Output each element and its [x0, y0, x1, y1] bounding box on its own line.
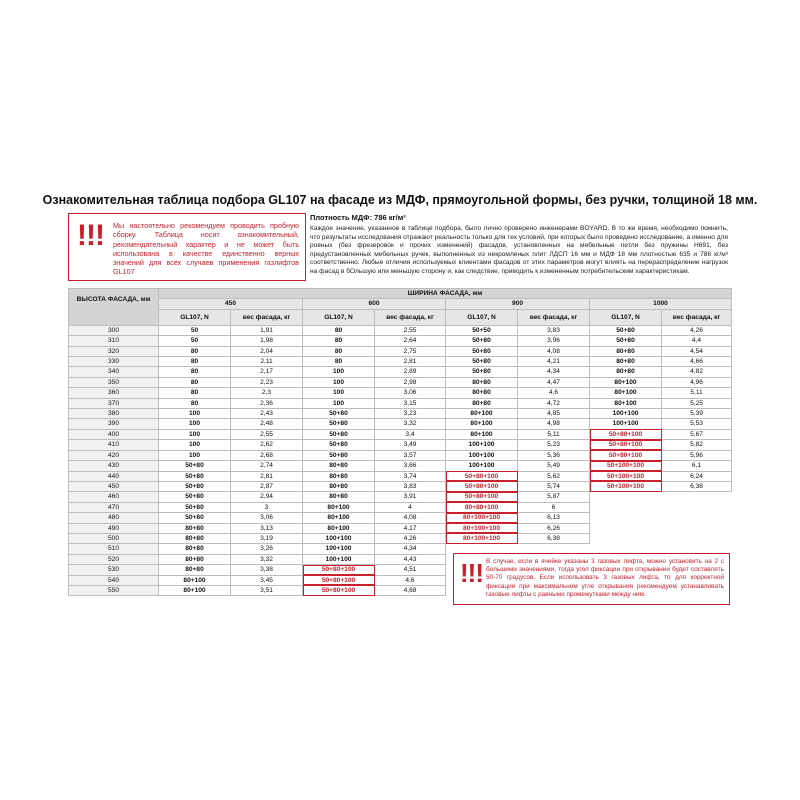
width-1000-header: 1000: [590, 299, 732, 309]
warning-box-top: [68, 213, 306, 281]
table-row: [69, 336, 732, 346]
facade-weight-cell: 2,55: [231, 429, 303, 439]
subheader-gl107-n: GL107, N: [446, 309, 518, 325]
facade-weight-cell: 2,3: [231, 388, 303, 398]
gaslift-force-cell: 50+80: [590, 336, 662, 346]
facade-weight-cell: 4: [375, 502, 446, 512]
facade-weight-cell: 5,67: [662, 429, 732, 439]
empty-cell: [590, 533, 732, 543]
gaslift-force-cell: 50+80+100: [446, 481, 518, 491]
table-row: [69, 450, 732, 460]
gaslift-force-cell: 80: [303, 346, 375, 356]
facade-weight-cell: 4,34: [375, 544, 446, 554]
row-height-label: 460: [69, 492, 159, 502]
facade-weight-cell: 6,26: [518, 523, 590, 533]
table-row: [69, 388, 732, 398]
gaslift-force-cell: 80+80: [159, 554, 231, 564]
facade-weight-cell: 4,08: [375, 513, 446, 523]
warning-exclamation-icon: !!!: [460, 558, 483, 588]
row-height-label: 440: [69, 471, 159, 481]
facade-weight-cell: 3,45: [231, 575, 303, 585]
gaslift-force-cell: 80+80: [159, 523, 231, 533]
row-height-label: 300: [69, 325, 159, 335]
table-row: [69, 481, 732, 491]
facade-weight-cell: 4,85: [518, 409, 590, 419]
gaslift-force-cell: 100+100: [446, 450, 518, 460]
facade-weight-cell: 4,08: [518, 346, 590, 356]
gaslift-force-cell: 50+80: [159, 502, 231, 512]
facade-weight-cell: 3,06: [375, 388, 446, 398]
gaslift-force-cell: 50+80: [303, 409, 375, 419]
facade-weight-cell: 2,64: [375, 336, 446, 346]
facade-weight-cell: 4,51: [375, 565, 446, 575]
width-600-header: 600: [303, 299, 446, 309]
gaslift-force-cell: 80+80: [303, 492, 375, 502]
gaslift-force-cell: 80+80: [446, 398, 518, 408]
facade-weight-cell: 2,81: [375, 357, 446, 367]
height-header: ВЫСОТА ФАСАДА, мм: [69, 289, 159, 326]
facade-weight-cell: 2,68: [231, 450, 303, 460]
description-text: Каждое значение, указанное в таблице подбора, было лично проверено инженерами BOYARD. В то же время, необходимо помнить, что результаты исследования отражают реальность только для тех условий, при которых было проведено исследование, а именно для ровных (без фрезеровок и прочих изменений) фасадов, установленных на мебельные петли без пружины H691, без предустановленных мебельных ручек, выполненных из некромленых плит ЛДСП 16 мм и МДФ 18 мм плотностью 635 и 786 кг/м³ соответственно. Любые отличия используемых клиентами фасадов от этих параметров могут влиять на перераспределение нагрузок на фасад в бОльшую или меньшую сторону и, как следствие, приводить к измененным потребительским характеристикам.: [310, 225, 728, 275]
table-row: [69, 398, 732, 408]
facade-weight-cell: 4,43: [375, 554, 446, 564]
gaslift-force-cell: 80: [303, 325, 375, 335]
gaslift-force-cell: 80+100: [590, 388, 662, 398]
gaslift-force-cell: 50+80+100: [303, 585, 375, 595]
subheader-facade-weight: вес фасада, кг: [231, 309, 303, 325]
facade-weight-cell: 2,98: [375, 377, 446, 387]
gaslift-force-cell: 80+100: [446, 419, 518, 429]
facade-weight-cell: 3,96: [518, 336, 590, 346]
table-row: [69, 502, 732, 512]
facade-weight-cell: 4,26: [662, 325, 732, 335]
facade-weight-cell: 3,57: [375, 450, 446, 460]
row-height-label: 490: [69, 523, 159, 533]
gaslift-force-cell: 50+80: [159, 492, 231, 502]
facade-weight-cell: 4,98: [518, 419, 590, 429]
table-row: [69, 325, 732, 335]
gaslift-force-cell: 50+80: [159, 481, 231, 491]
row-height-label: 540: [69, 575, 159, 585]
facade-weight-cell: 4,47: [518, 377, 590, 387]
row-height-label: 400: [69, 429, 159, 439]
gaslift-force-cell: 100+100: [446, 461, 518, 471]
table-row: [69, 409, 732, 419]
facade-weight-cell: 3,38: [231, 565, 303, 575]
gaslift-force-cell: 50+80+100: [446, 492, 518, 502]
facade-weight-cell: 2,23: [231, 377, 303, 387]
facade-weight-cell: 6: [518, 502, 590, 512]
row-height-label: 480: [69, 513, 159, 523]
table-row: [69, 357, 732, 367]
facade-weight-cell: 5,82: [662, 440, 732, 450]
gaslift-force-cell: 80+100: [303, 513, 375, 523]
gaslift-force-cell: 50+80+100: [590, 429, 662, 439]
facade-weight-cell: 4,21: [518, 357, 590, 367]
gaslift-force-cell: 100: [159, 450, 231, 460]
facade-weight-cell: 5,11: [662, 388, 732, 398]
facade-weight-cell: 4,96: [662, 377, 732, 387]
selection-table: [68, 288, 732, 596]
gaslift-force-cell: 80+80: [303, 481, 375, 491]
gaslift-force-cell: 80+80: [446, 377, 518, 387]
gaslift-force-cell: 100: [303, 367, 375, 377]
empty-cell: [590, 523, 732, 533]
warning-top-text: Мы настоятельно рекомендуем проводить пробную сборку. Таблица носит ознакомительный, рекомендательный характер и не может быть использована в качестве единственно верных значений для всех случаев применения газлифтов GL107: [113, 221, 299, 277]
facade-weight-cell: 5,87: [518, 492, 590, 502]
facade-weight-cell: 5,49: [518, 461, 590, 471]
gaslift-force-cell: 80: [159, 398, 231, 408]
row-height-label: 360: [69, 388, 159, 398]
facade-weight-cell: 4,82: [662, 367, 732, 377]
subheader-gl107-n: GL107, N: [590, 309, 662, 325]
facade-weight-cell: 1,91: [231, 325, 303, 335]
facade-weight-cell: 3,51: [231, 585, 303, 595]
row-height-label: 370: [69, 398, 159, 408]
gaslift-force-cell: 50+80: [303, 440, 375, 450]
facade-weight-cell: 3,19: [231, 533, 303, 543]
gaslift-force-cell: 80+80: [159, 533, 231, 543]
gaslift-force-cell: 80+100: [590, 398, 662, 408]
gaslift-force-cell: 80+80: [159, 565, 231, 575]
row-height-label: 470: [69, 502, 159, 512]
table-row: [69, 440, 732, 450]
density-label: Плотность МДФ: 786 кг/м³: [310, 213, 406, 222]
gaslift-force-cell: 50+80: [303, 419, 375, 429]
facade-weight-cell: 3,83: [375, 481, 446, 491]
table-row: [69, 346, 732, 356]
gaslift-force-cell: 50: [159, 325, 231, 335]
gaslift-force-cell: 100: [303, 398, 375, 408]
gaslift-force-cell: 100: [303, 377, 375, 387]
row-height-label: 420: [69, 450, 159, 460]
facade-weight-cell: 5,53: [662, 419, 732, 429]
gaslift-force-cell: 80+100: [590, 377, 662, 387]
empty-cell: [590, 513, 732, 523]
gaslift-force-cell: 50+80: [159, 461, 231, 471]
gaslift-force-cell: 100: [303, 388, 375, 398]
gaslift-force-cell: 80+100+100: [446, 523, 518, 533]
facade-weight-cell: 2,74: [231, 461, 303, 471]
table-row: [69, 461, 732, 471]
gaslift-force-cell: 50: [159, 336, 231, 346]
facade-weight-cell: 6,1: [662, 461, 732, 471]
facade-weight-cell: 3,91: [375, 492, 446, 502]
facade-weight-cell: 2,75: [375, 346, 446, 356]
facade-weight-cell: 4,26: [375, 533, 446, 543]
gaslift-force-cell: 100: [159, 419, 231, 429]
table-row: [69, 513, 732, 523]
facade-weight-cell: 2,04: [231, 346, 303, 356]
gaslift-force-cell: 80+80: [590, 357, 662, 367]
gaslift-force-cell: 80+80: [446, 388, 518, 398]
gaslift-force-cell: 80+100: [446, 429, 518, 439]
facade-weight-cell: 3,83: [518, 325, 590, 335]
facade-weight-cell: 6,38: [518, 533, 590, 543]
gaslift-force-cell: 80: [159, 357, 231, 367]
gaslift-force-cell: 50+50: [446, 325, 518, 335]
width-header: ШИРИНА ФАСАДА, мм: [159, 289, 732, 299]
gaslift-force-cell: 100+100: [446, 440, 518, 450]
gaslift-force-cell: 100+100: [303, 533, 375, 543]
facade-weight-cell: 3,66: [375, 461, 446, 471]
page-title: Ознакомительная таблица подбора GL107 на фасаде из МДФ, прямоугольной формы, без ручки, толщиной 18 мм.: [42, 193, 758, 207]
gaslift-force-cell: 100+100: [590, 409, 662, 419]
row-height-label: 530: [69, 565, 159, 575]
warning-exclamation-icon: !!!: [77, 219, 104, 252]
facade-weight-cell: 5,23: [518, 440, 590, 450]
gaslift-force-cell: 50+80: [303, 450, 375, 460]
facade-weight-cell: 2,11: [231, 357, 303, 367]
row-height-label: 430: [69, 461, 159, 471]
gaslift-force-cell: 50+80+100: [590, 450, 662, 460]
table-row: [69, 523, 732, 533]
facade-weight-cell: 2,87: [231, 481, 303, 491]
gaslift-force-cell: 80+100+100: [446, 533, 518, 543]
row-height-label: 510: [69, 544, 159, 554]
table-row: [69, 533, 732, 543]
gaslift-force-cell: 100: [159, 429, 231, 439]
gaslift-force-cell: 80+80+100: [446, 502, 518, 512]
subheader-gl107-n: GL107, N: [159, 309, 231, 325]
gaslift-force-cell: 80+100+100: [446, 513, 518, 523]
row-height-label: 330: [69, 357, 159, 367]
gaslift-force-cell: 80: [159, 377, 231, 387]
facade-weight-cell: 2,81: [231, 471, 303, 481]
table-row: [69, 419, 732, 429]
facade-weight-cell: 5,25: [662, 398, 732, 408]
gaslift-force-cell: 80+100: [303, 502, 375, 512]
facade-weight-cell: 6,38: [662, 481, 732, 491]
gaslift-force-cell: 50+80+100: [590, 440, 662, 450]
facade-weight-cell: 5,62: [518, 471, 590, 481]
facade-weight-cell: 6,13: [518, 513, 590, 523]
table-row: [69, 377, 732, 387]
row-height-label: 340: [69, 367, 159, 377]
gaslift-force-cell: 100+100: [303, 554, 375, 564]
gaslift-force-cell: 80+100: [303, 523, 375, 533]
facade-weight-cell: 5,74: [518, 481, 590, 491]
gaslift-force-cell: 50+80: [446, 357, 518, 367]
facade-weight-cell: 2,48: [231, 419, 303, 429]
subheader-facade-weight: вес фасада, кг: [375, 309, 446, 325]
row-height-label: 410: [69, 440, 159, 450]
facade-weight-cell: 4,6: [375, 575, 446, 585]
gaslift-force-cell: 80+100: [446, 409, 518, 419]
gaslift-force-cell: 50+80: [159, 471, 231, 481]
facade-weight-cell: 5,11: [518, 429, 590, 439]
facade-weight-cell: 2,17: [231, 367, 303, 377]
facade-weight-cell: 3,13: [231, 523, 303, 533]
facade-weight-cell: 3,32: [375, 419, 446, 429]
gaslift-force-cell: 50+80+100: [303, 565, 375, 575]
facade-weight-cell: 4,68: [375, 585, 446, 595]
facade-weight-cell: 3: [231, 502, 303, 512]
subheader-facade-weight: вес фасада, кг: [518, 309, 590, 325]
gaslift-force-cell: 50+80+100: [303, 575, 375, 585]
facade-weight-cell: 2,94: [231, 492, 303, 502]
gaslift-force-cell: 50+80: [159, 513, 231, 523]
facade-weight-cell: 3,15: [375, 398, 446, 408]
facade-weight-cell: 4,4: [662, 336, 732, 346]
gaslift-force-cell: 80+80: [303, 461, 375, 471]
row-height-label: 310: [69, 336, 159, 346]
facade-weight-cell: 3,06: [231, 513, 303, 523]
gaslift-force-cell: 80+100: [159, 575, 231, 585]
warning-box-bottom: [453, 553, 730, 605]
facade-weight-cell: 3,49: [375, 440, 446, 450]
facade-weight-cell: 5,39: [662, 409, 732, 419]
empty-cell: [590, 492, 732, 502]
facade-weight-cell: 3,32: [231, 554, 303, 564]
gaslift-force-cell: 80+100: [159, 585, 231, 595]
facade-weight-cell: 5,36: [518, 450, 590, 460]
gaslift-force-cell: 50+80: [446, 367, 518, 377]
row-height-label: 380: [69, 409, 159, 419]
gaslift-force-cell: 50+80: [446, 336, 518, 346]
table-row: [69, 492, 732, 502]
facade-weight-cell: 5,96: [662, 450, 732, 460]
gaslift-force-cell: 50+80: [590, 325, 662, 335]
gaslift-force-cell: 80: [303, 357, 375, 367]
gaslift-force-cell: 80: [159, 388, 231, 398]
subheader-gl107-n: GL107, N: [303, 309, 375, 325]
facade-weight-cell: 3,23: [375, 409, 446, 419]
gaslift-force-cell: 80+80: [159, 544, 231, 554]
row-height-label: 450: [69, 481, 159, 491]
table-row: [69, 471, 732, 481]
gaslift-force-cell: 100+100: [303, 544, 375, 554]
row-height-label: 350: [69, 377, 159, 387]
table-row: [69, 367, 732, 377]
gaslift-force-cell: 100+100: [590, 419, 662, 429]
facade-weight-cell: 4,34: [518, 367, 590, 377]
row-height-label: 520: [69, 554, 159, 564]
subheader-facade-weight: вес фасада, кг: [662, 309, 732, 325]
facade-weight-cell: 3,26: [231, 544, 303, 554]
facade-weight-cell: 4,17: [375, 523, 446, 533]
facade-weight-cell: 1,98: [231, 336, 303, 346]
facade-weight-cell: 2,62: [231, 440, 303, 450]
width-450-header: 450: [159, 299, 303, 309]
row-height-label: 390: [69, 419, 159, 429]
width-900-header: 900: [446, 299, 590, 309]
warning-bottom-text: В случае, если в ячейке указаны 3 газовых лифта, можно установить на 2 с большими значениями, тогда угол фиксации при открывании будет составлять 50-70 градусов. Если использовать 3 газовых лифта, то для корректной фиксации при максимальном угле открывания рекомендуем устанавливать газовые лифты с равными промежутками между ним.: [486, 558, 724, 598]
gaslift-force-cell: 50+80: [303, 429, 375, 439]
gaslift-force-cell: 50+100+100: [590, 461, 662, 471]
row-height-label: 500: [69, 533, 159, 543]
facade-weight-cell: 3,74: [375, 471, 446, 481]
table-row: [69, 429, 732, 439]
gaslift-force-cell: 80+80: [590, 367, 662, 377]
facade-weight-cell: 6,24: [662, 471, 732, 481]
facade-weight-cell: 4,6: [518, 388, 590, 398]
gaslift-force-cell: 80: [303, 336, 375, 346]
gaslift-force-cell: 50+80: [446, 346, 518, 356]
gaslift-force-cell: 80: [159, 367, 231, 377]
gaslift-force-cell: 80+80: [303, 471, 375, 481]
row-height-label: 550: [69, 585, 159, 595]
facade-weight-cell: 2,89: [375, 367, 446, 377]
facade-weight-cell: 4,66: [662, 357, 732, 367]
facade-weight-cell: 2,43: [231, 409, 303, 419]
facade-weight-cell: 4,54: [662, 346, 732, 356]
empty-cell: [590, 502, 732, 512]
gaslift-force-cell: 100: [159, 409, 231, 419]
facade-weight-cell: 2,55: [375, 325, 446, 335]
gaslift-force-cell: 50+100+100: [590, 471, 662, 481]
gaslift-force-cell: 100: [159, 440, 231, 450]
facade-weight-cell: 2,36: [231, 398, 303, 408]
gaslift-force-cell: 50+100+100: [590, 481, 662, 491]
row-height-label: 320: [69, 346, 159, 356]
gaslift-force-cell: 50+80+100: [446, 471, 518, 481]
gaslift-force-cell: 80+80: [590, 346, 662, 356]
gaslift-force-cell: 80: [159, 346, 231, 356]
facade-weight-cell: 4,72: [518, 398, 590, 408]
facade-weight-cell: 3,4: [375, 429, 446, 439]
